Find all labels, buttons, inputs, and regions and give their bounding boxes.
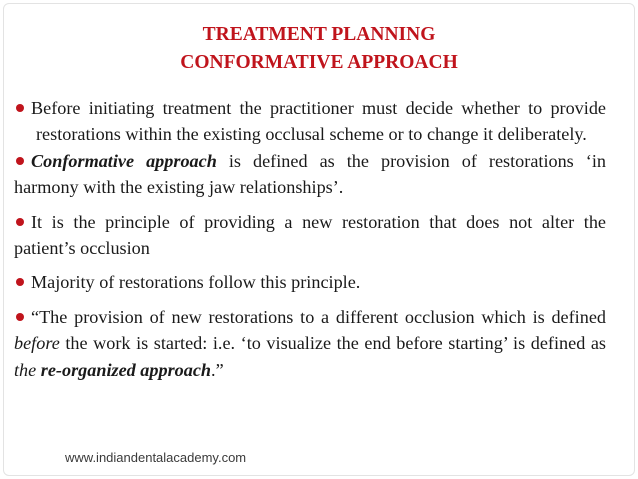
bullet-emphasis: the <box>14 359 37 380</box>
bullet-text: .” <box>211 359 224 380</box>
bullet-term: Conformative approach <box>31 150 217 171</box>
title-line-2: CONFORMATIVE APPROACH <box>180 52 458 73</box>
bullet-item <box>14 269 606 295</box>
bullet-dot-icon <box>16 218 24 226</box>
slide-body <box>14 95 606 383</box>
bullet-item <box>14 304 606 383</box>
bullet-text: is defined as the provision of restorations ‘in harmony with the existing jaw relationships’. <box>14 150 606 198</box>
slide-title <box>0 21 638 77</box>
bullet-text: “The provision of new restorations to a different occlusion which is defined <box>31 306 606 327</box>
bullet-text: the work is started: i.e. ‘to visualize the end before starting’ is defined as <box>59 333 606 354</box>
bullet-dot-icon <box>16 278 24 286</box>
bullet-dot-icon <box>16 104 24 112</box>
bullet-text: Before initiating treatment the practitioner must decide whether to provide restorations within the existing occlusal scheme or to change it deliberately. <box>31 98 606 145</box>
watermark: www.indiandentalacademy.com <box>65 450 247 465</box>
bullet-text: It is the principle of providing a new restoration that does not alter the patient’s occlusion <box>14 211 606 259</box>
bullet-emphasis: before <box>14 333 60 354</box>
bullet-item <box>14 95 606 148</box>
bullet-item <box>14 148 606 201</box>
title-line-1: TREATMENT PLANNING <box>202 24 436 45</box>
bullet-dot-icon <box>16 313 24 321</box>
bullet-term: re-organized approach <box>40 359 212 380</box>
bullet-dot-icon <box>16 157 24 165</box>
bullet-item <box>14 209 606 262</box>
bullet-text: Majority of restorations follow this principle. <box>31 272 361 293</box>
